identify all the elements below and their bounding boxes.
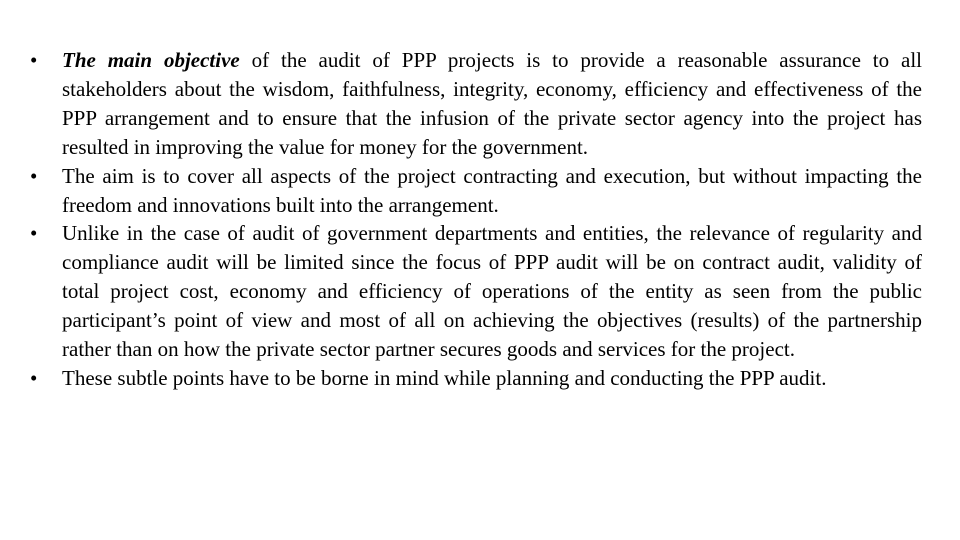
bullet-text: Unlike in the case of audit of government departments and entities, the relevance of regularity and compliance audit will be limited since the focus of PPP audit will be on contract audit, validity of total project cost, economy and efficiency of operations of the entity as seen from the public participant’s point of view and most of all on achieving the objectives (results) of the partnership rather than on how the private sector partner secures goods and services for the project. [62,221,922,362]
bullet-item-subtle-points [30,364,922,393]
bullet-icon: • [30,221,38,246]
bullet-text: of the audit of PPP projects is to provide a reasonable assurance to all stakeholders about the wisdom, faithfulness, integrity, economy, efficiency and effectiveness of the PPP arrangement and to ensure that the infusion of the private sector agency into the project has resulted in improving the value for money for the government. [62,48,922,159]
bullet-item-unlike [30,219,922,364]
bullet-text: The aim is to cover all aspects of the project contracting and execution, but without impacting the freedom and innovations built into the arrangement. [62,163,922,217]
bullet-icon: • [30,48,38,72]
bullet-icon: • [30,163,38,188]
bullet-icon: • [30,365,38,390]
bullet-text: These subtle points have to be borne in mind while planning and conducting the PPP audit. [62,365,827,390]
bullet-item-main-objective [30,46,922,162]
bullet-list [30,46,922,393]
bullet-item-aim [30,162,922,220]
bullet-emphasis: The main objective [62,48,240,72]
